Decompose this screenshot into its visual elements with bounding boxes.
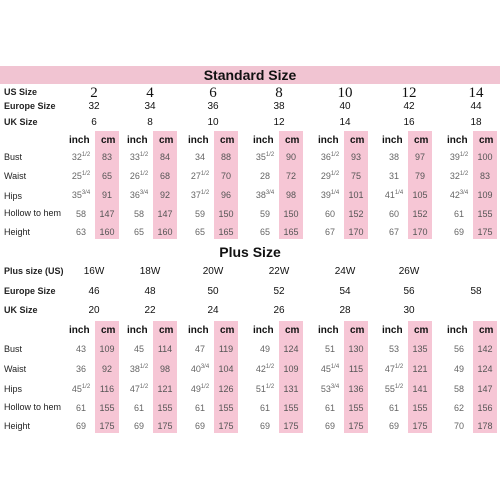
us-size-value: 24W	[334, 266, 356, 277]
inch-value: 69	[453, 227, 464, 237]
inch-value: 67	[388, 227, 399, 237]
cm-value: 155	[412, 403, 428, 413]
inch-header: inch	[253, 325, 274, 336]
inch-value: 69	[259, 421, 270, 431]
cm-column-highlight	[473, 131, 497, 239]
cm-value: 175	[157, 421, 173, 431]
fraction-superscript: 1/2	[394, 384, 404, 390]
inch-value: 49	[259, 344, 270, 354]
fraction-superscript: 1/2	[265, 152, 275, 158]
europe-size-value: 40	[339, 101, 351, 112]
cm-column-highlight	[473, 321, 497, 433]
cm-value: 152	[348, 209, 364, 219]
us-size-value: 12	[401, 85, 417, 101]
inch-value: $41^{1/4}$	[384, 190, 404, 200]
fraction-superscript: 1/2	[200, 384, 210, 390]
inch-value: 61	[453, 209, 464, 219]
plus-waist-label: Waist	[4, 364, 27, 374]
inch-value: 69	[75, 421, 86, 431]
fraction-superscript: 3/4	[330, 384, 340, 390]
europe-size-value: 48	[144, 286, 156, 297]
fraction-superscript: 1/2	[200, 190, 210, 196]
inch-value: $26^{1/2}$	[129, 171, 149, 181]
inch-value: 69	[324, 421, 335, 431]
plus-size-title: Plus Size	[219, 244, 281, 260]
uk-size-value: 6	[91, 117, 97, 128]
inch-value: 31	[388, 171, 399, 181]
fraction-superscript: 1/2	[139, 364, 149, 370]
cm-header: cm	[350, 325, 365, 336]
inch-value: $42^{1/2}$	[255, 364, 275, 374]
cm-value: 155	[99, 403, 115, 413]
cm-value: 150	[283, 209, 299, 219]
cm-value: 147	[99, 209, 115, 219]
europe-size-value: 36	[207, 101, 219, 112]
cm-value: 119	[218, 344, 234, 354]
cm-value: 141	[412, 384, 428, 394]
cm-value: 101	[348, 190, 364, 200]
cm-value: 150	[218, 209, 234, 219]
cm-value: 147	[477, 384, 493, 394]
cm-value: 90	[285, 152, 296, 162]
inch-value: $38^{1/2}$	[129, 364, 149, 374]
fraction-superscript: 1/2	[265, 364, 275, 370]
cm-value: 93	[350, 152, 361, 162]
plus-hollow-to-hem-label: Hollow to hem	[4, 402, 62, 412]
cm-value: 115	[348, 364, 364, 374]
inch-header: inch	[188, 135, 209, 146]
plus-us-size-label: Plus size (US)	[4, 266, 64, 276]
inch-value: $29^{1/2}$	[320, 171, 340, 181]
cm-value: 124	[477, 364, 493, 374]
uk-size-value: 28	[339, 305, 351, 316]
cm-value: 175	[412, 421, 428, 431]
inch-value: 63	[75, 227, 86, 237]
inch-value: 65	[194, 227, 205, 237]
inch-value: $36^{1/2}$	[320, 152, 340, 162]
cm-value: 65	[101, 171, 112, 181]
cm-value: 170	[412, 227, 428, 237]
cm-value: 116	[99, 384, 115, 394]
cm-value: 165	[283, 227, 299, 237]
europe-size-value: 58	[470, 286, 482, 297]
inch-value: $25^{1/2}$	[71, 171, 91, 181]
europe-size-value: 50	[207, 286, 219, 297]
uk-size-value: 16	[403, 117, 415, 128]
cm-value: 175	[218, 421, 234, 431]
uk-size-value: 8	[147, 117, 153, 128]
cm-value: 104	[218, 364, 234, 374]
inch-value: $33^{1/2}$	[129, 152, 149, 162]
plus-europe-size-label: Europe Size	[4, 286, 56, 296]
cm-header: cm	[350, 135, 365, 146]
inch-header: inch	[188, 325, 209, 336]
cm-column-highlight	[408, 131, 432, 239]
cm-column-highlight	[279, 131, 303, 239]
cm-value: 160	[99, 227, 115, 237]
inch-value: 69	[133, 421, 144, 431]
cm-value: 121	[412, 364, 428, 374]
inch-value: $45^{1/2}$	[71, 384, 91, 394]
fraction-superscript: 3/4	[139, 190, 149, 196]
inch-value: 49	[453, 364, 464, 374]
inch-value: 34	[194, 152, 205, 162]
fraction-superscript: 3/4	[265, 190, 275, 196]
us-size-value: 20W	[202, 266, 224, 277]
inch-header: inch	[69, 325, 90, 336]
cm-value: 83	[479, 171, 490, 181]
cm-column-highlight	[408, 321, 432, 433]
cm-value: 100	[477, 152, 493, 162]
inch-header: inch	[382, 135, 403, 146]
cm-value: 160	[157, 227, 173, 237]
fraction-superscript: 1/2	[81, 384, 91, 390]
cm-value: 91	[101, 190, 112, 200]
fraction-superscript: 1/4	[394, 190, 404, 196]
bust-label: Bust	[4, 152, 23, 162]
fraction-superscript: 1/2	[394, 364, 404, 370]
inch-header: inch	[318, 135, 339, 146]
cm-value: 178	[477, 421, 493, 431]
fraction-superscript: 1/2	[139, 171, 149, 177]
fraction-superscript: 1/2	[139, 384, 149, 390]
cm-value: 165	[218, 227, 234, 237]
inch-header: inch	[447, 135, 468, 146]
cm-value: 130	[348, 344, 364, 354]
cm-value: 155	[283, 403, 299, 413]
fraction-superscript: 1/2	[330, 152, 340, 158]
us-size-value: 22W	[268, 266, 290, 277]
cm-column-highlight	[95, 131, 119, 239]
inch-value: 53	[388, 344, 399, 354]
cm-value: 105	[412, 190, 428, 200]
inch-value: 69	[388, 421, 399, 431]
inch-value: $53^{3/4}$	[320, 384, 340, 394]
cm-value: 109	[99, 344, 115, 354]
height-label: Height	[4, 227, 31, 237]
cm-column-highlight	[344, 131, 368, 239]
cm-value: 147	[157, 209, 173, 219]
inch-header: inch	[318, 325, 339, 336]
inch-value: $32^{1/2}$	[449, 171, 469, 181]
cm-value: 170	[348, 227, 364, 237]
us-size-value: 14	[468, 85, 484, 101]
inch-header: inch	[69, 135, 90, 146]
waist-label: Waist	[4, 171, 27, 181]
inch-value: 61	[133, 403, 144, 413]
inch-value: 65	[259, 227, 270, 237]
uk-size-value: 20	[88, 305, 100, 316]
inch-value: 59	[194, 209, 205, 219]
uk-size-value: 22	[144, 305, 156, 316]
inch-header: inch	[127, 325, 148, 336]
cm-header: cm	[479, 325, 494, 336]
inch-value: $47^{1/2}$	[384, 364, 404, 374]
us-size-value: 16W	[83, 266, 105, 277]
fraction-superscript: 1/2	[265, 384, 275, 390]
cm-value: 98	[159, 364, 170, 374]
inch-value: $47^{1/2}$	[129, 384, 149, 394]
cm-value: 79	[414, 171, 425, 181]
cm-value: 131	[283, 384, 299, 394]
fraction-superscript: 1/4	[330, 190, 340, 196]
inch-value: 62	[453, 403, 464, 413]
inch-value: 67	[324, 227, 335, 237]
inch-value: 47	[194, 344, 205, 354]
cm-value: 175	[99, 421, 115, 431]
cm-header: cm	[285, 325, 300, 336]
uk-size-value: 26	[273, 305, 285, 316]
inch-value: 51	[324, 344, 335, 354]
uk-size-label: UK Size	[4, 117, 38, 127]
inch-value: $39^{1/2}$	[449, 152, 469, 162]
inch-value: 61	[324, 403, 335, 413]
cm-value: 92	[101, 364, 112, 374]
plus-height-label: Height	[4, 421, 31, 431]
hips-label: Hips	[4, 191, 23, 201]
inch-value: 61	[194, 403, 205, 413]
inch-value: 58	[453, 384, 464, 394]
cm-value: 124	[283, 344, 299, 354]
cm-value: 126	[218, 384, 234, 394]
cm-value: 109	[283, 364, 299, 374]
uk-size-value: 14	[339, 117, 351, 128]
inch-header: inch	[382, 325, 403, 336]
europe-size-label: Europe Size	[4, 101, 56, 111]
europe-size-value: 52	[273, 286, 285, 297]
plus-hips-label: Hips	[4, 384, 23, 394]
inch-value: $35^{1/2}$	[255, 152, 275, 162]
europe-size-value: 54	[339, 286, 351, 297]
inch-value: $40^{3/4}$	[190, 364, 210, 374]
inch-value: 43	[75, 344, 86, 354]
us-size-value: 10	[337, 85, 353, 101]
inch-value: 38	[388, 152, 399, 162]
cm-value: 97	[414, 152, 425, 162]
cm-value: 152	[412, 209, 428, 219]
inch-value: 61	[388, 403, 399, 413]
cm-value: 175	[477, 227, 493, 237]
inch-value: $27^{1/2}$	[190, 171, 210, 181]
fraction-superscript: 1/2	[139, 152, 149, 158]
europe-size-value: 46	[88, 286, 100, 297]
cm-value: 92	[159, 190, 170, 200]
cm-column-highlight	[214, 131, 238, 239]
cm-column-highlight	[153, 321, 177, 433]
inch-value: $55^{1/2}$	[384, 384, 404, 394]
cm-value: 135	[412, 344, 428, 354]
uk-size-value: 24	[207, 305, 219, 316]
plus-uk-size-label: UK Size	[4, 305, 38, 315]
cm-value: 155	[218, 403, 234, 413]
fraction-superscript: 1/2	[459, 152, 469, 158]
inch-value: 65	[133, 227, 144, 237]
cm-value: 88	[220, 152, 231, 162]
us-size-value: 6	[209, 85, 217, 101]
cm-value: 175	[283, 421, 299, 431]
inch-value: $32^{1/2}$	[71, 152, 91, 162]
europe-size-value: 34	[144, 101, 156, 112]
inch-header: inch	[253, 135, 274, 146]
inch-value: 69	[194, 421, 205, 431]
us-size-value: 26W	[398, 266, 420, 277]
inch-value: 60	[388, 209, 399, 219]
cm-header: cm	[159, 325, 174, 336]
cm-value: 114	[157, 344, 173, 354]
cm-header: cm	[414, 135, 429, 146]
cm-header: cm	[479, 135, 494, 146]
fraction-superscript: 1/2	[200, 171, 210, 177]
cm-column-highlight	[95, 321, 119, 433]
cm-value: 68	[159, 171, 170, 181]
us-size-label: US Size	[4, 87, 38, 97]
cm-column-highlight	[279, 321, 303, 433]
europe-size-value: 56	[403, 286, 415, 297]
inch-value: 60	[324, 209, 335, 219]
fraction-superscript: 3/4	[459, 190, 469, 196]
fraction-superscript: 1/2	[459, 171, 469, 177]
cm-value: 155	[157, 403, 173, 413]
uk-size-value: 18	[470, 117, 482, 128]
cm-value: 83	[101, 152, 112, 162]
cm-header: cm	[220, 325, 235, 336]
cm-value: 109	[477, 190, 493, 200]
inch-value: $45^{1/4}$	[320, 364, 340, 374]
inch-value: 58	[133, 209, 144, 219]
cm-value: 136	[348, 384, 364, 394]
cm-value: 121	[157, 384, 173, 394]
cm-value: 84	[159, 152, 170, 162]
cm-header: cm	[220, 135, 235, 146]
cm-value: 155	[348, 403, 364, 413]
inch-value: 28	[259, 171, 270, 181]
inch-value: $38^{3/4}$	[255, 190, 275, 200]
inch-value: 61	[259, 403, 270, 413]
fraction-superscript: 1/2	[81, 152, 91, 158]
plus-bust-label: Bust	[4, 344, 23, 354]
hollow-to-hem-label: Hollow to hem	[4, 208, 62, 218]
cm-value: 75	[350, 171, 361, 181]
cm-value: 98	[285, 190, 296, 200]
cm-value: 142	[477, 344, 493, 354]
cm-value: 72	[285, 171, 296, 181]
fraction-superscript: 3/4	[200, 364, 210, 370]
europe-size-value: 44	[470, 101, 482, 112]
inch-value: 56	[453, 344, 464, 354]
cm-column-highlight	[344, 321, 368, 433]
inch-value: $39^{1/4}$	[320, 190, 340, 200]
fraction-superscript: 1/2	[81, 171, 91, 177]
us-size-value: 8	[275, 85, 283, 101]
europe-size-value: 42	[403, 101, 415, 112]
us-size-value: 2	[90, 85, 98, 101]
inch-value: 61	[75, 403, 86, 413]
uk-size-value: 30	[403, 305, 415, 316]
inch-value: 45	[133, 344, 144, 354]
inch-value: 36	[75, 364, 86, 374]
fraction-superscript: 3/4	[81, 190, 91, 196]
cm-value: 155	[477, 209, 493, 219]
us-size-value: 4	[146, 85, 154, 101]
inch-value: $36^{3/4}$	[129, 190, 149, 200]
cm-column-highlight	[214, 321, 238, 433]
fraction-superscript: 1/2	[330, 171, 340, 177]
uk-size-value: 10	[207, 117, 219, 128]
cm-header: cm	[159, 135, 174, 146]
cm-value: 156	[477, 403, 493, 413]
cm-column-highlight	[153, 131, 177, 239]
cm-header: cm	[285, 135, 300, 146]
inch-value: $35^{3/4}$	[71, 190, 91, 200]
cm-header: cm	[101, 325, 116, 336]
europe-size-value: 32	[88, 101, 100, 112]
standard-size-title: Standard Size	[0, 66, 500, 84]
cm-value: 96	[220, 190, 231, 200]
cm-header: cm	[101, 135, 116, 146]
cm-header: cm	[414, 325, 429, 336]
inch-value: $37^{1/2}$	[190, 190, 210, 200]
uk-size-value: 12	[273, 117, 285, 128]
inch-value: $42^{3/4}$	[449, 190, 469, 200]
inch-value: 58	[75, 209, 86, 219]
inch-value: 70	[453, 421, 464, 431]
us-size-value: 18W	[139, 266, 161, 277]
inch-value: $49^{1/2}$	[190, 384, 210, 394]
cm-value: 175	[348, 421, 364, 431]
fraction-superscript: 1/4	[330, 364, 340, 370]
inch-header: inch	[127, 135, 148, 146]
europe-size-value: 38	[273, 101, 285, 112]
inch-value: 59	[259, 209, 270, 219]
inch-value: $51^{1/2}$	[255, 384, 275, 394]
cm-value: 70	[220, 171, 231, 181]
inch-header: inch	[447, 325, 468, 336]
